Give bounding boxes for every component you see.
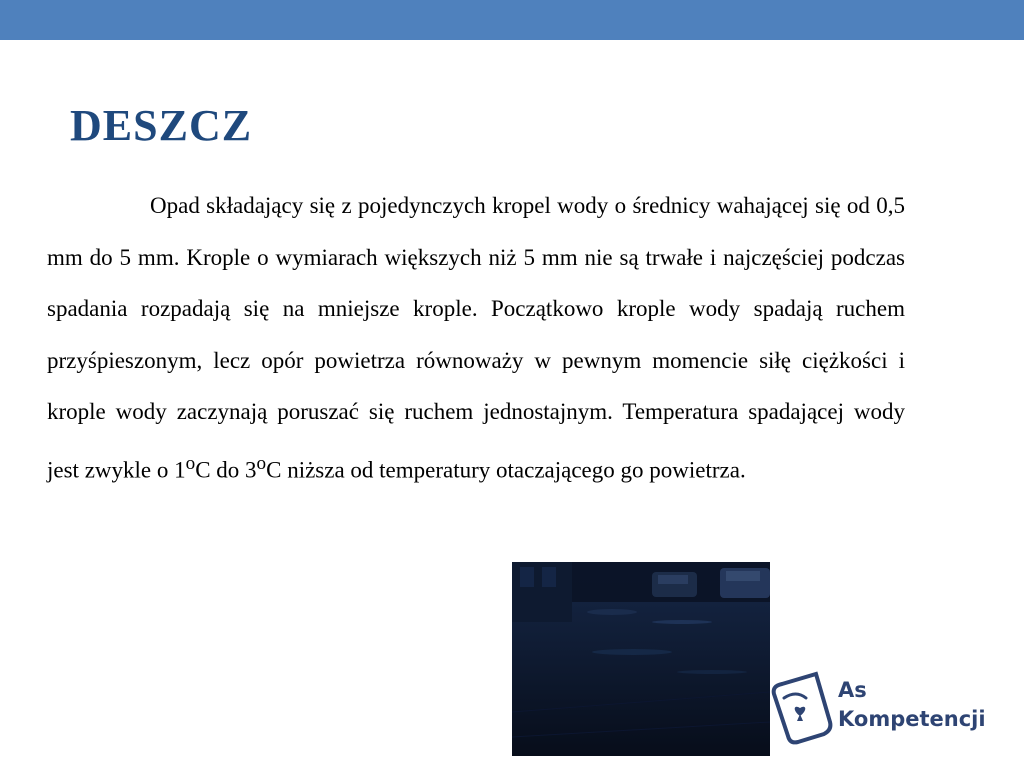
slide-title: DESZCZ [70,101,253,150]
rainy-street-photo [512,562,770,756]
degree-superscript-2: o [256,452,267,474]
logo-line-2: Kompetencji [838,707,986,731]
top-accent-bar [0,0,1024,40]
spade-card-icon [770,670,834,746]
body-text-part-1: Opad składający się z pojedynczych kropel wody o średnicy wahającej się od 0,5 mm do 5 mm. Krople o wymiarach większych niż 5 mm nie są trwałe i najczęściej podczas spadania rozpadają się na mniejsze krople. Początkowo krople wody spadają ruchem przyśpieszonym, lecz opór powietrza równoważy w pewnym momencie siłę ciężkości i krople wody zaczynają poruszać się ruchem jednostajnym. Temperatura spadającej wody jest zwykle o 1 [47,193,905,483]
as-kompetencji-logo [770,670,1010,750]
body-text-part-3: C niższa od temperatury otaczającego go powietrza. [266,457,746,483]
body-text-part-2: C do 3 [195,457,257,483]
logo-text [838,676,986,734]
slide-body-text [47,180,905,496]
logo-line-1: As [838,678,867,702]
degree-superscript-1: o [185,452,196,474]
